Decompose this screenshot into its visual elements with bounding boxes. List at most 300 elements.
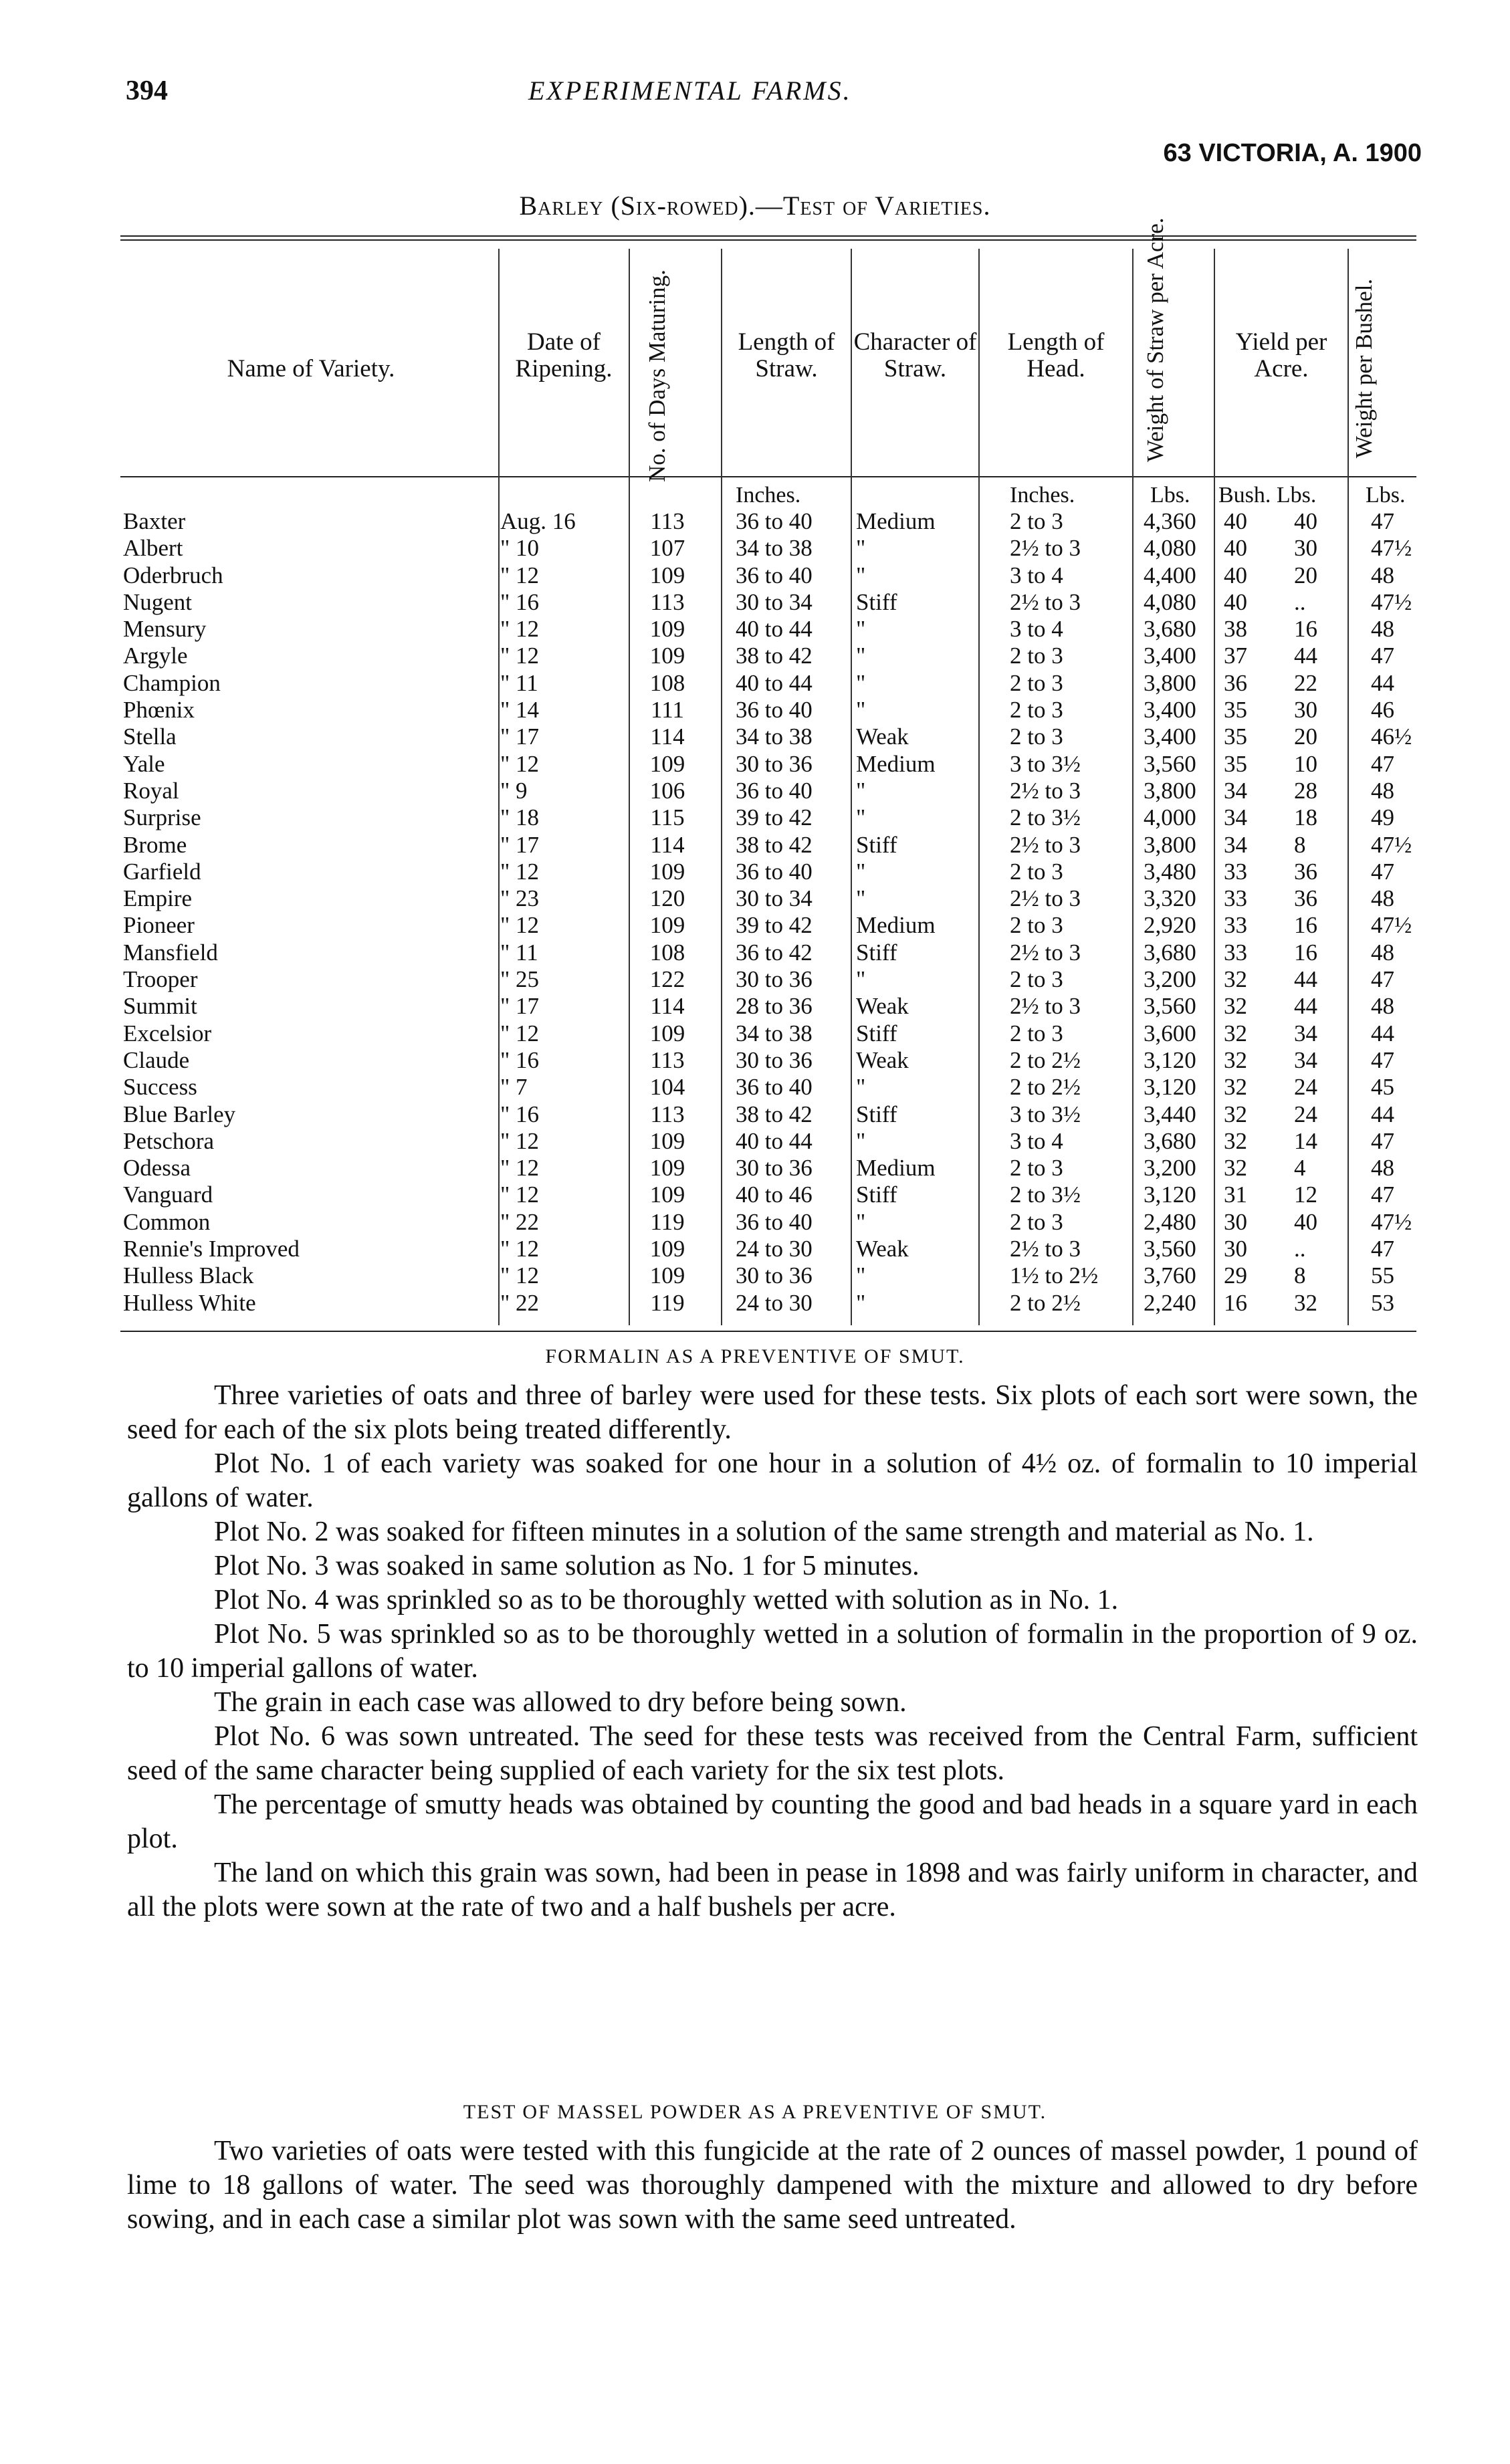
days-maturing: 108 (649, 939, 685, 966)
yield-bushels: 40 (1224, 588, 1247, 615)
straw-length: 24 to 30 (736, 1289, 813, 1316)
straw-character: Weak (856, 1046, 909, 1073)
ripening-date: " 7 (500, 1074, 528, 1101)
straw-length: 30 to 34 (736, 885, 813, 912)
paragraph: Plot No. 3 was soaked in same solution as No. 1 for 5 minutes. (214, 1551, 920, 1581)
straw-length: 38 to 42 (736, 831, 813, 858)
variety-name: Argyle (123, 643, 188, 669)
straw-weight: 3,560 (1144, 750, 1196, 777)
days-maturing: 113 (650, 588, 685, 615)
straw-weight: 3,400 (1144, 697, 1196, 723)
unit-length-head: Inches. (1010, 483, 1075, 508)
straw-character: Stiff (856, 1101, 897, 1127)
yield-lbs: 10 (1294, 750, 1317, 777)
yield-lbs: 8 (1294, 1262, 1306, 1289)
ripening-date: " 9 (500, 777, 528, 804)
table-row (0, 643, 1510, 669)
table-row (0, 751, 1510, 778)
yield-bushels: 34 (1224, 831, 1247, 858)
yield-lbs: 18 (1294, 804, 1317, 831)
weight-per-bushel: 48 (1371, 939, 1394, 966)
head-length: 2 to 3 (1010, 723, 1063, 750)
yield-lbs: .. (1294, 1236, 1306, 1262)
days-maturing: 114 (650, 831, 685, 858)
yield-lbs: 20 (1294, 723, 1317, 750)
variety-name: Nugent (123, 588, 193, 615)
variety-name: Blue Barley (123, 1101, 236, 1127)
table-row (0, 723, 1510, 750)
weight-per-bushel: 48 (1371, 1155, 1394, 1182)
straw-length: 30 to 36 (736, 1262, 813, 1289)
ripening-date: " 11 (500, 669, 538, 696)
straw-weight: 3,800 (1144, 669, 1196, 696)
paragraph: Plot No. 4 was sprinkled so as to be thoroughly wetted with solution as in No. 1. (214, 1585, 1119, 1615)
page-number: 394 (126, 76, 168, 106)
yield-lbs: 20 (1294, 562, 1317, 588)
weight-per-bushel: 45 (1371, 1074, 1394, 1101)
weight-per-bushel: 47½ (1371, 831, 1412, 858)
straw-character: " (856, 535, 866, 562)
straw-weight: 3,320 (1144, 885, 1196, 912)
table-top-rule (120, 235, 1416, 237)
table-row (0, 859, 1510, 885)
table-top-rule-2 (120, 239, 1416, 241)
variety-name: Royal (123, 777, 179, 804)
head-length: 2 to 3 (1010, 858, 1063, 885)
straw-length: 40 to 44 (736, 1127, 813, 1154)
days-maturing: 114 (650, 723, 685, 750)
straw-weight: 4,360 (1144, 508, 1196, 534)
ripening-date: " 12 (500, 912, 540, 939)
head-length: 3 to 3½ (1010, 1101, 1081, 1127)
table-row (0, 535, 1510, 562)
yield-lbs: 36 (1294, 858, 1317, 885)
variety-name: Champion (123, 669, 221, 696)
head-length: 2 to 3 (1010, 1020, 1063, 1046)
table-row (0, 589, 1510, 616)
straw-length: 36 to 40 (736, 858, 813, 885)
head-length: 2 to 3 (1010, 643, 1063, 669)
days-maturing: 107 (649, 535, 685, 562)
table-row (0, 993, 1510, 1020)
straw-character: " (856, 616, 866, 643)
paragraph: Plot No. 6 was sown untreated. The seed for these tests was received from the Central Farm, sufficient seed of the same character being supplied of each variety for the six test plots. (127, 1721, 1418, 1786)
straw-length: 36 to 40 (736, 1074, 813, 1101)
yield-lbs: 16 (1294, 939, 1317, 966)
weight-per-bushel: 47½ (1371, 1208, 1412, 1235)
ripening-date: " 17 (500, 831, 540, 858)
days-maturing: 113 (650, 508, 685, 534)
col-header-length-head: Length of Head. (1007, 328, 1105, 382)
yield-bushels: 31 (1224, 1182, 1247, 1208)
head-length: 2 to 3 (1010, 1208, 1063, 1235)
ripening-date: " 12 (500, 1020, 540, 1046)
table-row (0, 804, 1510, 831)
yield-lbs: 30 (1294, 697, 1317, 723)
straw-weight: 2,480 (1144, 1208, 1196, 1235)
ripening-date: " 16 (500, 588, 540, 615)
variety-name: Mansfield (123, 939, 218, 966)
ripening-date: " 12 (500, 643, 540, 669)
ripening-date: " 16 (500, 1046, 540, 1073)
table-row (0, 778, 1510, 804)
days-maturing: 109 (649, 643, 685, 669)
formalin-heading: FORMALIN AS A PREVENTIVE OF SMUT. (545, 1345, 965, 1367)
head-length: 2 to 3 (1010, 912, 1063, 939)
table-row (0, 1101, 1510, 1128)
table-row (0, 616, 1510, 643)
ripening-date: " 22 (500, 1208, 540, 1235)
variety-name: Oderbruch (123, 562, 223, 588)
straw-character: " (856, 1208, 866, 1235)
ripening-date: " 12 (500, 1155, 540, 1182)
paragraph: Plot No. 1 of each variety was soaked for one hour in a solution of 4½ oz. of formalin to 10 imperial gallons of water. (127, 1448, 1418, 1513)
straw-weight: 3,680 (1144, 939, 1196, 966)
head-length: 2 to 3 (1010, 966, 1063, 993)
straw-character: " (856, 1289, 866, 1316)
ripening-date: " 17 (500, 723, 540, 750)
weight-per-bushel: 53 (1371, 1289, 1394, 1316)
variety-name: Vanguard (123, 1182, 213, 1208)
straw-length: 30 to 36 (736, 1046, 813, 1073)
straw-weight: 3,200 (1144, 1155, 1196, 1182)
weight-per-bushel: 47½ (1371, 912, 1412, 939)
yield-bushels: 32 (1224, 1101, 1247, 1127)
straw-length: 36 to 40 (736, 777, 813, 804)
straw-weight: 3,200 (1144, 966, 1196, 993)
variety-name: Success (123, 1074, 197, 1101)
days-maturing: 109 (649, 1127, 685, 1154)
straw-length: 36 to 40 (736, 508, 813, 534)
yield-lbs: 24 (1294, 1074, 1317, 1101)
yield-lbs: 8 (1294, 831, 1306, 858)
straw-character: Stiff (856, 831, 897, 858)
ripening-date: " 12 (500, 616, 540, 643)
yield-bushels: 32 (1224, 1046, 1247, 1073)
straw-length: 36 to 40 (736, 697, 813, 723)
weight-per-bushel: 44 (1371, 669, 1394, 696)
ripening-date: Aug. 16 (500, 508, 576, 534)
straw-length: 38 to 42 (736, 643, 813, 669)
variety-name: Phœnix (123, 697, 195, 723)
running-title: EXPERIMENTAL FARMS. (528, 76, 852, 106)
straw-character: Stiff (856, 588, 897, 615)
ripening-date: " 14 (500, 697, 540, 723)
formalin-text (127, 1379, 1418, 1924)
yield-bushels: 33 (1224, 939, 1247, 966)
weight-per-bushel: 47 (1371, 1236, 1394, 1262)
straw-length: 39 to 42 (736, 912, 813, 939)
head-length: 2½ to 3 (1010, 1236, 1081, 1262)
weight-per-bushel: 47 (1371, 1046, 1394, 1073)
weight-per-bushel: 49 (1371, 804, 1394, 831)
straw-length: 30 to 34 (736, 588, 813, 615)
variety-name: Summit (123, 993, 197, 1020)
straw-length: 40 to 44 (736, 669, 813, 696)
ripening-date: " 12 (500, 1262, 540, 1289)
head-length: 1½ to 2½ (1010, 1262, 1099, 1289)
days-maturing: 109 (649, 1236, 685, 1262)
ripening-date: " 12 (500, 750, 540, 777)
variety-name: Stella (123, 723, 177, 750)
straw-weight: 3,400 (1144, 723, 1196, 750)
straw-character: Medium (856, 508, 936, 534)
yield-lbs: .. (1294, 588, 1306, 615)
straw-length: 34 to 38 (736, 535, 813, 562)
days-maturing: 120 (649, 885, 685, 912)
ripening-date: " 23 (500, 885, 540, 912)
straw-length: 38 to 42 (736, 1101, 813, 1127)
yield-bushels: 36 (1224, 669, 1247, 696)
head-length: 2½ to 3 (1010, 535, 1081, 562)
paragraph: Plot No. 5 was sprinkled so as to be thoroughly wetted in a solution of formalin in the proportion of 9 oz. to 10 imperial gallons of water. (127, 1619, 1418, 1684)
straw-weight: 3,680 (1144, 1127, 1196, 1154)
yield-bushels: 37 (1224, 643, 1247, 669)
variety-name: Mensury (123, 616, 207, 643)
days-maturing: 115 (650, 804, 685, 831)
col-header-name: Name of Variety. (227, 355, 395, 382)
days-maturing: 109 (649, 562, 685, 588)
yield-bushels: 38 (1224, 616, 1247, 643)
straw-weight: 3,440 (1144, 1101, 1196, 1127)
col-header-length-straw: Length of Straw. (738, 328, 835, 382)
weight-per-bushel: 47 (1371, 643, 1394, 669)
table-row (0, 1128, 1510, 1155)
weight-per-bushel: 46 (1371, 697, 1394, 723)
yield-bushels: 32 (1224, 1155, 1247, 1182)
head-length: 2 to 3 (1010, 697, 1063, 723)
yield-bushels: 40 (1224, 508, 1247, 534)
yield-lbs: 4 (1294, 1155, 1306, 1182)
yield-lbs: 12 (1294, 1182, 1317, 1208)
table-row (0, 966, 1510, 993)
head-length: 2½ to 3 (1010, 588, 1081, 615)
ripening-date: " 22 (500, 1289, 540, 1316)
weight-per-bushel: 48 (1371, 562, 1394, 588)
col-header-days: No. of Days Maturing. (644, 269, 670, 482)
table-row (0, 1074, 1510, 1101)
unit-weight-bushel: Lbs. (1366, 483, 1406, 508)
straw-length: 30 to 36 (736, 966, 813, 993)
weight-per-bushel: 48 (1371, 616, 1394, 643)
session-label: 63 VICTORIA, A. 1900 (1163, 139, 1422, 167)
straw-character: Stiff (856, 1020, 897, 1046)
days-maturing: 114 (650, 993, 685, 1020)
table-bottom-rule (120, 1331, 1416, 1332)
table-row (0, 670, 1510, 697)
head-length: 2 to 3 (1010, 1155, 1063, 1182)
days-maturing: 109 (649, 1020, 685, 1046)
yield-bushels: 32 (1224, 1020, 1247, 1046)
days-maturing: 109 (649, 858, 685, 885)
yield-lbs: 40 (1294, 1208, 1317, 1235)
straw-character: " (856, 1262, 866, 1289)
straw-length: 36 to 42 (736, 939, 813, 966)
straw-length: 36 to 40 (736, 1208, 813, 1235)
straw-length: 39 to 42 (736, 804, 813, 831)
head-length: 3 to 4 (1010, 1127, 1063, 1154)
yield-lbs: 28 (1294, 777, 1317, 804)
weight-per-bushel: 47 (1371, 508, 1394, 534)
weight-per-bushel: 47 (1371, 1127, 1394, 1154)
head-length: 3 to 3½ (1010, 750, 1081, 777)
straw-character: " (856, 643, 866, 669)
straw-weight: 2,240 (1144, 1289, 1196, 1316)
weight-per-bushel: 47 (1371, 750, 1394, 777)
yield-bushels: 35 (1224, 697, 1247, 723)
table-row (0, 697, 1510, 723)
days-maturing: 104 (649, 1074, 685, 1101)
weight-per-bushel: 44 (1371, 1020, 1394, 1046)
variety-name: Petschora (123, 1127, 215, 1154)
weight-per-bushel: 48 (1371, 777, 1394, 804)
weight-per-bushel: 46½ (1371, 723, 1412, 750)
days-maturing: 106 (649, 777, 685, 804)
straw-character: " (856, 858, 866, 885)
yield-lbs: 32 (1294, 1289, 1317, 1316)
variety-name: Hulless Black (123, 1262, 254, 1289)
variety-name: Surprise (123, 804, 201, 831)
straw-length: 40 to 46 (736, 1182, 813, 1208)
table-row (0, 885, 1510, 912)
straw-character: Weak (856, 723, 909, 750)
table-body (0, 508, 1510, 1317)
straw-character: " (856, 777, 866, 804)
straw-weight: 3,760 (1144, 1262, 1196, 1289)
table-row (0, 912, 1510, 939)
yield-lbs: 24 (1294, 1101, 1317, 1127)
ripening-date: " 12 (500, 1127, 540, 1154)
straw-weight: 3,800 (1144, 831, 1196, 858)
unit-length-straw: Inches. (736, 483, 801, 508)
table-row (0, 1236, 1510, 1262)
ripening-date: " 11 (500, 939, 538, 966)
variety-name: Common (123, 1208, 211, 1235)
straw-weight: 3,480 (1144, 858, 1196, 885)
yield-bushels: 33 (1224, 858, 1247, 885)
straw-length: 34 to 38 (736, 723, 813, 750)
table-row (0, 1155, 1510, 1182)
massel-paragraph: Two varieties of oats were tested with this fungicide at the rate of 2 ounces of massel powder, 1 pound of lime to 18 gallons of water. The seed was thoroughly dampened with the mixture and allowed to dry before sowing, and in each case a similar plot was sown with the same seed untreated. (127, 2136, 1418, 2235)
straw-weight: 3,120 (1144, 1182, 1196, 1208)
table-title: Barley (Six-rowed).—Test of Varieties. (519, 191, 991, 221)
straw-character: Medium (856, 912, 936, 939)
days-maturing: 113 (650, 1101, 685, 1127)
straw-length: 28 to 36 (736, 993, 813, 1020)
paragraph: The land on which this grain was sown, had been in pease in 1898 and was fairly uniform in character, and all the plots were sown at the rate of two and a half bushels per acre. (127, 1858, 1418, 1922)
head-length: 2 to 2½ (1010, 1289, 1081, 1316)
yield-lbs: 36 (1294, 885, 1317, 912)
straw-weight: 3,560 (1144, 993, 1196, 1020)
yield-bushels: 29 (1224, 1262, 1247, 1289)
yield-bushels: 33 (1224, 885, 1247, 912)
straw-length: 34 to 38 (736, 1020, 813, 1046)
days-maturing: 109 (649, 912, 685, 939)
weight-per-bushel: 47 (1371, 966, 1394, 993)
yield-bushels: 35 (1224, 723, 1247, 750)
table-row (0, 832, 1510, 859)
straw-character: " (856, 966, 866, 993)
yield-lbs: 44 (1294, 643, 1317, 669)
yield-lbs: 16 (1294, 616, 1317, 643)
table-row (0, 1290, 1510, 1317)
straw-character: " (856, 1127, 866, 1154)
head-length: 2 to 3 (1010, 669, 1063, 696)
straw-weight: 3,120 (1144, 1074, 1196, 1101)
yield-bushels: 32 (1224, 1074, 1247, 1101)
head-length: 2 to 2½ (1010, 1074, 1081, 1101)
weight-per-bushel: 48 (1371, 885, 1394, 912)
straw-weight: 3,680 (1144, 616, 1196, 643)
straw-character: " (856, 669, 866, 696)
table-row (0, 562, 1510, 589)
yield-lbs: 44 (1294, 966, 1317, 993)
variety-name: Hulless White (123, 1289, 256, 1316)
variety-name: Brome (123, 831, 187, 858)
yield-bushels: 40 (1224, 562, 1247, 588)
head-length: 2½ to 3 (1010, 831, 1081, 858)
table-row (0, 1262, 1510, 1289)
yield-lbs: 44 (1294, 993, 1317, 1020)
head-length: 2½ to 3 (1010, 777, 1081, 804)
col-header-date: Date of Ripening. (515, 328, 613, 382)
paragraph: Plot No. 2 was soaked for fifteen minutes in a solution of the same strength and material as No. 1. (214, 1517, 1314, 1547)
days-maturing: 119 (650, 1289, 685, 1316)
table-row (0, 508, 1510, 535)
straw-character: Weak (856, 993, 909, 1020)
head-length: 2 to 3½ (1010, 804, 1081, 831)
ripening-date: " 12 (500, 1182, 540, 1208)
straw-weight: 3,120 (1144, 1046, 1196, 1073)
variety-name: Albert (123, 535, 183, 562)
straw-character: " (856, 1074, 866, 1101)
straw-length: 30 to 36 (736, 1155, 813, 1182)
variety-name: Trooper (123, 966, 198, 993)
days-maturing: 109 (649, 1262, 685, 1289)
head-length: 2 to 3 (1010, 508, 1063, 534)
weight-per-bushel: 55 (1371, 1262, 1394, 1289)
table-row (0, 1182, 1510, 1208)
straw-weight: 3,600 (1144, 1020, 1196, 1046)
yield-lbs: 16 (1294, 912, 1317, 939)
straw-character: " (856, 804, 866, 831)
head-length: 2 to 3½ (1010, 1182, 1081, 1208)
variety-name: Baxter (123, 508, 186, 534)
head-length: 2½ to 3 (1010, 885, 1081, 912)
straw-character: Weak (856, 1236, 909, 1262)
variety-name: Empire (123, 885, 193, 912)
straw-length: 30 to 36 (736, 750, 813, 777)
days-maturing: 109 (649, 616, 685, 643)
variety-name: Garfield (123, 858, 201, 885)
straw-character: Stiff (856, 939, 897, 966)
table-header-rule (120, 476, 1416, 477)
weight-per-bushel: 47½ (1371, 535, 1412, 562)
yield-bushels: 30 (1224, 1236, 1247, 1262)
yield-bushels: 30 (1224, 1208, 1247, 1235)
days-maturing: 111 (651, 697, 684, 723)
ripening-date: " 10 (500, 535, 540, 562)
straw-character: " (856, 562, 866, 588)
straw-character: Medium (856, 750, 936, 777)
col-header-yield: Yield per Acre. (1235, 328, 1327, 382)
days-maturing: 122 (649, 966, 685, 993)
straw-character: Stiff (856, 1182, 897, 1208)
straw-weight: 3,560 (1144, 1236, 1196, 1262)
table-row (0, 1020, 1510, 1047)
yield-bushels: 35 (1224, 750, 1247, 777)
ripening-date: " 12 (500, 562, 540, 588)
